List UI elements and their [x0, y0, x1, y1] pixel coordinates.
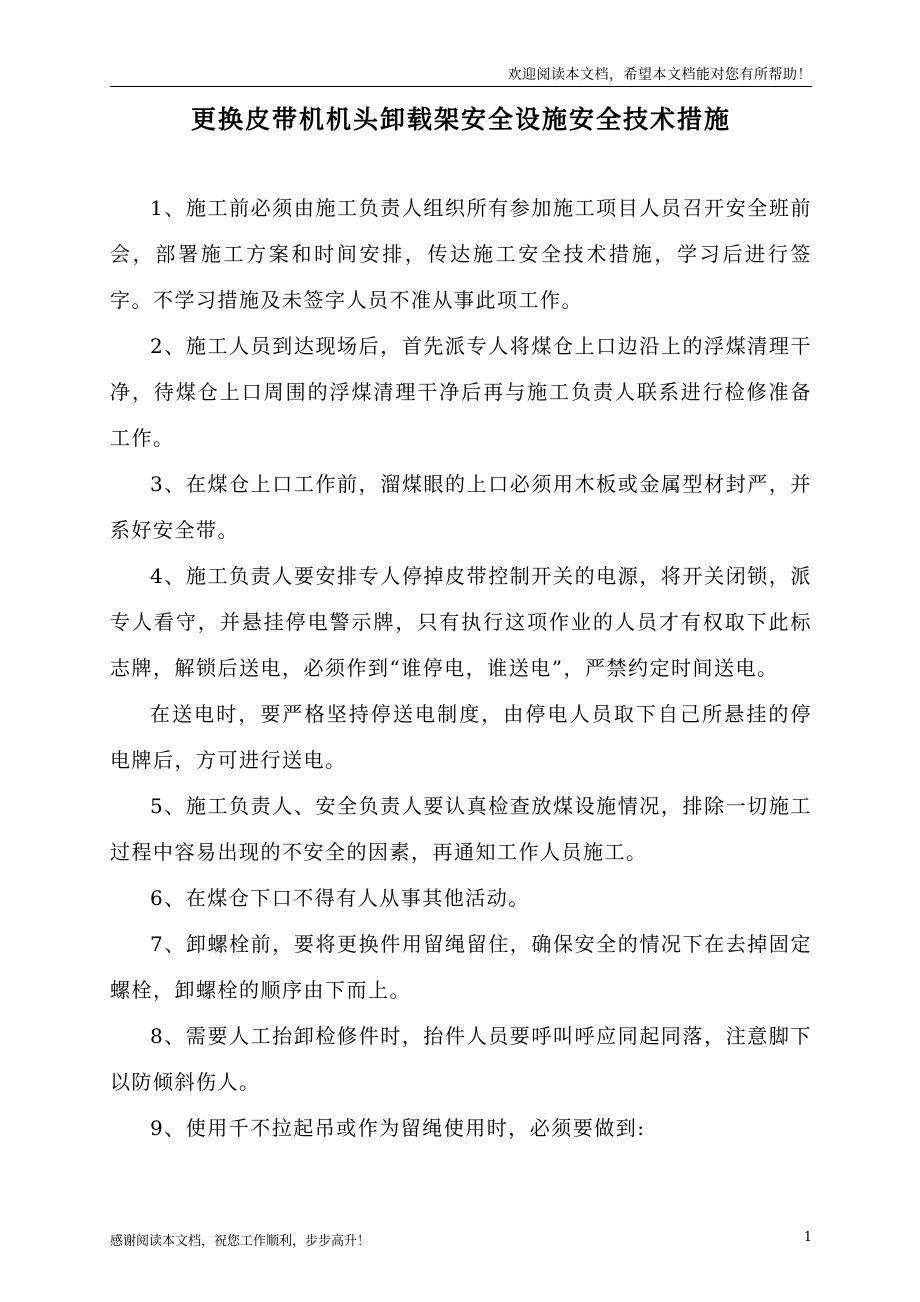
page-footer — [110, 1230, 812, 1248]
paragraph-4: 4、施工负责人要安排专人停掉皮带控制开关的电源，将开关闭锁，派专人看守，并悬挂停电警示牌，只有执行这项作业的人员才有权取下此标志牌，解锁后送电，必须作到“谁停电，谁送电”，严禁约定时间送电。 — [110, 564, 812, 680]
header-text: 欢迎阅读本文档，希望本文档能对您有所帮助！ — [507, 67, 812, 83]
footer-text: 感谢阅读本文档，祝您工作顺利，步步高升！ — [110, 1234, 371, 1249]
paragraph-4-note: 在送电时，要严格坚持停送电制度，由停电人员取下自己所悬挂的停电牌后，方可进行送电。 — [110, 702, 812, 772]
paragraph-6: 6、在煤仓下口不得有人从事其他活动。 — [150, 886, 530, 910]
paragraph-3: 3、在煤仓上口工作前，溜煤眼的上口必须用木板或金属型材封严，并系好安全带。 — [110, 472, 812, 542]
paragraph-9: 9、使用千不拉起吊或作为留绳使用时，必须要做到: — [150, 1116, 646, 1140]
paragraph-2: 2、施工人员到达现场后，首先派专人将煤仓上口边沿上的浮煤清理干净，待煤仓上口周围的浮煤清理干净后再与施工负责人联系进行检修准备工作。 — [110, 334, 812, 450]
page-header — [110, 58, 812, 87]
page-number: 1 — [803, 1230, 812, 1245]
document-title: 更换皮带机机头卸载架安全设施安全技术措施 — [190, 105, 731, 134]
paragraph-7: 7、卸螺栓前，要将更换件用留绳留住，确保安全的情况下在去掉固定螺栓，卸螺栓的顺序由下而上。 — [110, 932, 812, 1002]
document-body — [110, 185, 812, 1151]
paragraph-5: 5、施工负责人、安全负责人要认真检查放煤设施情况，排除一切施工过程中容易出现的不安全的因素，再通知工作人员施工。 — [110, 794, 812, 864]
paragraph-8: 8、需要人工抬卸检修件时，抬件人员要呼叫呼应同起同落，注意脚下以防倾斜伤人。 — [110, 1024, 812, 1094]
paragraph-1: 1、施工前必须由施工负责人组织所有参加施工项目人员召开安全班前会，部署施工方案和时间安排，传达施工安全技术措施，学习后进行签字。不学习措施及未签字人员不准从事此项工作。 — [110, 196, 812, 312]
